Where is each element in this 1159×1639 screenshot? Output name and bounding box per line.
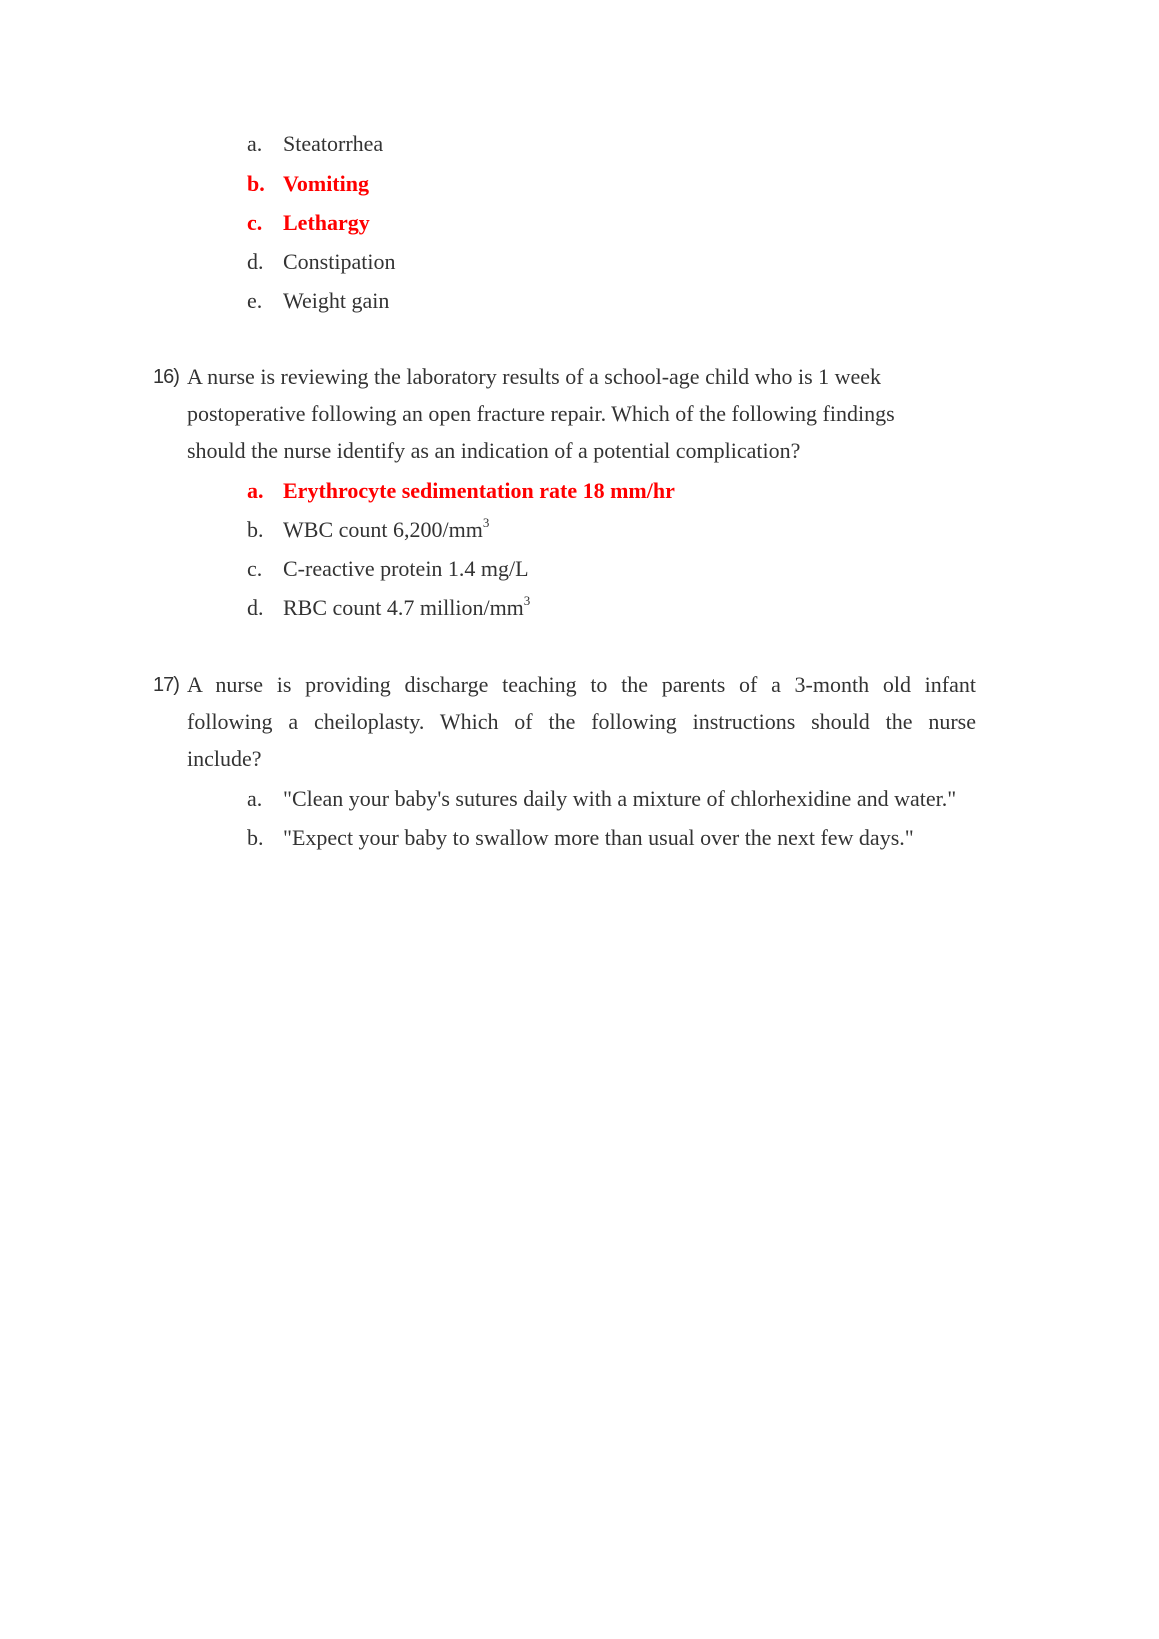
q17-stem-line-1: A nurse is providing discharge teaching to the parents of a 3-month old infant bbox=[187, 672, 976, 697]
q15-option-d: d. Constipation bbox=[247, 249, 396, 274]
q17-stem-line-2: following a cheiloplasty. Which of the following instructions should the nurse bbox=[187, 709, 976, 734]
q16-stem-line-2: postoperative following an open fracture repair. Which of the following findings bbox=[187, 401, 895, 426]
q17-number: 17) bbox=[153, 674, 179, 696]
superscript: 3 bbox=[523, 592, 531, 608]
q16-option-a: a. Erythrocyte sedimentation rate 18 mm/hr bbox=[247, 478, 675, 503]
superscript: 3 bbox=[482, 514, 490, 530]
q17-option-a: a. "Clean your baby's sutures daily with a mixture of chlorhexidine and water." bbox=[247, 786, 957, 811]
q15-option-c: c. Lethargy bbox=[247, 210, 370, 235]
q16-number: 16) bbox=[153, 366, 179, 388]
q17-option-b: b. "Expect your baby to swallow more than usual over the next few days." bbox=[247, 825, 914, 850]
q16-option-b: b. WBC count $6,200/mm^3$ bbox=[247, 514, 490, 542]
q17-stem-line-3: include? bbox=[187, 746, 262, 771]
q15-option-e: e. Weight gain bbox=[247, 288, 390, 313]
q15-option-a: a. Steatorrhea bbox=[247, 131, 384, 156]
q16-option-d: d. RBC count 4.7 million/$mm^3$ bbox=[247, 592, 531, 620]
q16-option-c: c. C-reactive protein 1.4 mg/L bbox=[247, 556, 529, 581]
q16-stem-line-3: should the nurse identify as an indication of a potential complication? bbox=[187, 438, 801, 463]
q15-option-b: b. Vomiting bbox=[247, 171, 369, 196]
q16-stem-line-1: A nurse is reviewing the laboratory results of a school-age child who is 1 week bbox=[187, 364, 882, 389]
